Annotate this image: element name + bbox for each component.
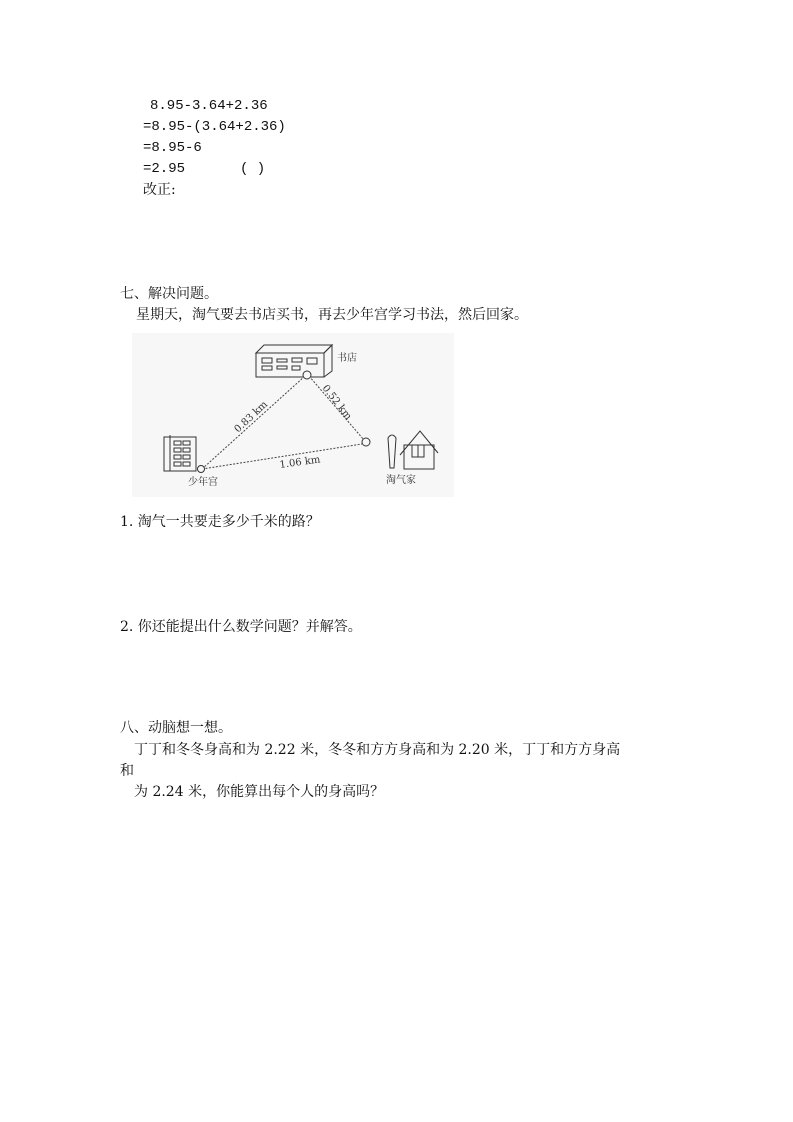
judge-blank[interactable]: ( )	[240, 161, 266, 177]
calc-line-2: =8.95-(3.64+2.36)	[143, 119, 286, 135]
question-2: 2. 你还能提出什么数学问题？并解答。	[120, 619, 362, 635]
correction-label: 改正:	[143, 182, 176, 198]
calc-line-4: =2.95	[143, 161, 186, 177]
bookstore-label: 书店	[337, 353, 357, 364]
calc-line-1: 8.95-3.64+2.36	[150, 98, 268, 114]
home-icon	[388, 431, 438, 469]
calc-line-3: =8.95-6	[143, 140, 202, 156]
section8-line-2: 和	[120, 763, 134, 779]
home-label: 淘气家	[386, 475, 416, 486]
bookstore-icon	[256, 345, 332, 377]
palace-point-icon	[198, 466, 205, 473]
section8-line-3: 为 2.24 米，你能算出每个人的身高吗？	[134, 784, 385, 800]
section7-heading: 七、解决问题。	[120, 286, 218, 302]
question-1: 1. 淘气一共要走多少千米的路？	[120, 514, 320, 530]
home-point-icon	[362, 438, 370, 446]
youth-palace-icon	[164, 435, 196, 471]
dist-palace-home: 1.06 km	[278, 454, 322, 471]
dist-palace-bookstore: 0.83 km	[232, 399, 271, 436]
section8-line-1: 丁丁和冬冬身高和为 2.22 米，冬冬和方方身高和为 2.20 米，丁丁和方方身高	[134, 742, 621, 758]
section7-intro: 星期天，淘气要去书店买书，再去少年宫学习书法，然后回家。	[136, 307, 528, 323]
section8-heading: 八、动脑想一想。	[120, 720, 232, 736]
youth-palace-label: 少年宫	[188, 477, 218, 488]
route-map-figure	[132, 333, 454, 497]
dist-bookstore-home: 0.52 km	[319, 383, 354, 423]
bookstore-point-icon	[303, 371, 311, 379]
